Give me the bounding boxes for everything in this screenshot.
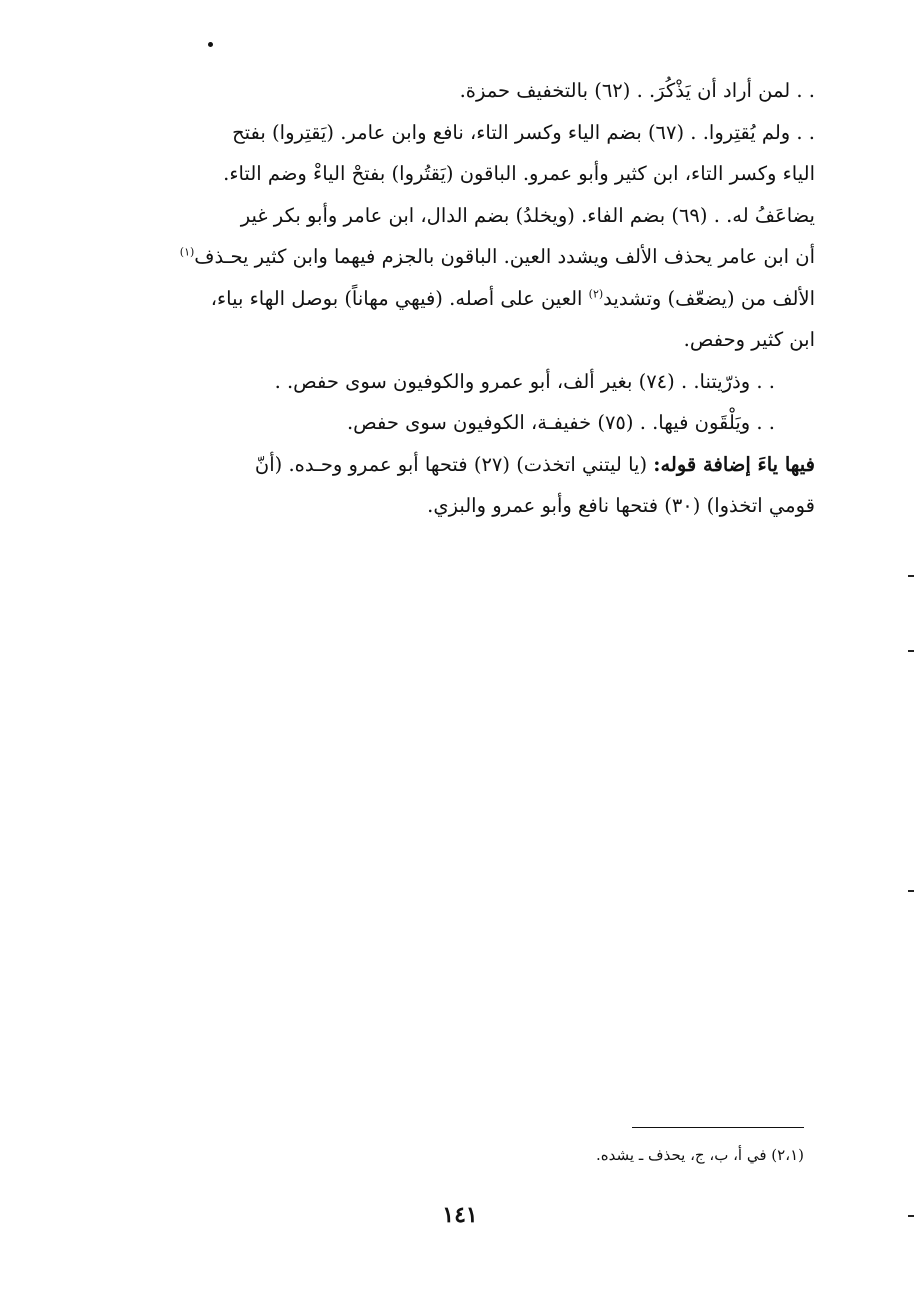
text-line [110, 236, 815, 278]
edge-mark [908, 1215, 914, 1217]
footnote-mark-1: (١) [179, 245, 195, 259]
text-line: الياء وكسر التاء، ابن كثير وأبو عمرو. الباقون (يَقتُروا) بفتحْ الياءْ وضم التاء. [223, 162, 815, 185]
edge-mark [908, 575, 914, 577]
page-number: ١٤١ [442, 1202, 478, 1228]
text-segment: أن ابن عامر يحذف الألف ويشدد العين. الباقون بالجزم فيهما وابن كثير يحـذف [194, 245, 815, 268]
text-line [110, 444, 815, 486]
footnote: (٢،١) في أ، ب، ج، يحذف ـ يشده. [596, 1146, 804, 1164]
text-segment: (يا ليتني اتخذت) (٢٧) فتحها أبو عمرو وحـده. (أنّ [254, 452, 648, 476]
text-line: . . وذرّيتنا. . (٧٤) بغير ألف، أبو عمرو والكوفيون سوى حفص. . [274, 369, 775, 393]
footnote-mark-2: (٢) [588, 287, 604, 300]
ink-dot [208, 42, 213, 47]
edge-mark [908, 650, 914, 652]
text-line: يضاعَفُ له. . (٦٩) بضم الفاء. (ويخلدُ) بضم الدال، ابن عامر وأبو بكر غير [240, 203, 815, 227]
text-line: . . لمن أراد أن يَذْكُرَ. . (٦٢) بالتخفيف حمزة. [459, 79, 815, 102]
text-segment: العين على أصله. (فيهي مهاناً) بوصل الهاء بياء، [210, 286, 583, 310]
text-line: قومي اتخذوا) (٣٠) فتحها نافع وأبو عمرو والبزي. [427, 494, 815, 517]
footnote-divider [632, 1127, 804, 1128]
main-text [110, 70, 815, 527]
text-line [110, 278, 815, 320]
text-line: ابن كثير وحفص. [683, 328, 815, 351]
edge-mark [908, 890, 914, 892]
text-line: . . ويَلْقَون فيها. . (٧٥) خفيفـة، الكوفيون سوى حفص. [346, 411, 775, 434]
text-segment: الألف من (يضعّف) وتشديد [603, 286, 815, 310]
text-line: . . ولم يُقتِروا. . (٦٧) بضم الياء وكسر التاء، نافع وابن عامر. (يَقتِروا) بفتح [232, 120, 815, 144]
section-heading: فيها ياءَ إضافة قوله: [653, 452, 815, 476]
